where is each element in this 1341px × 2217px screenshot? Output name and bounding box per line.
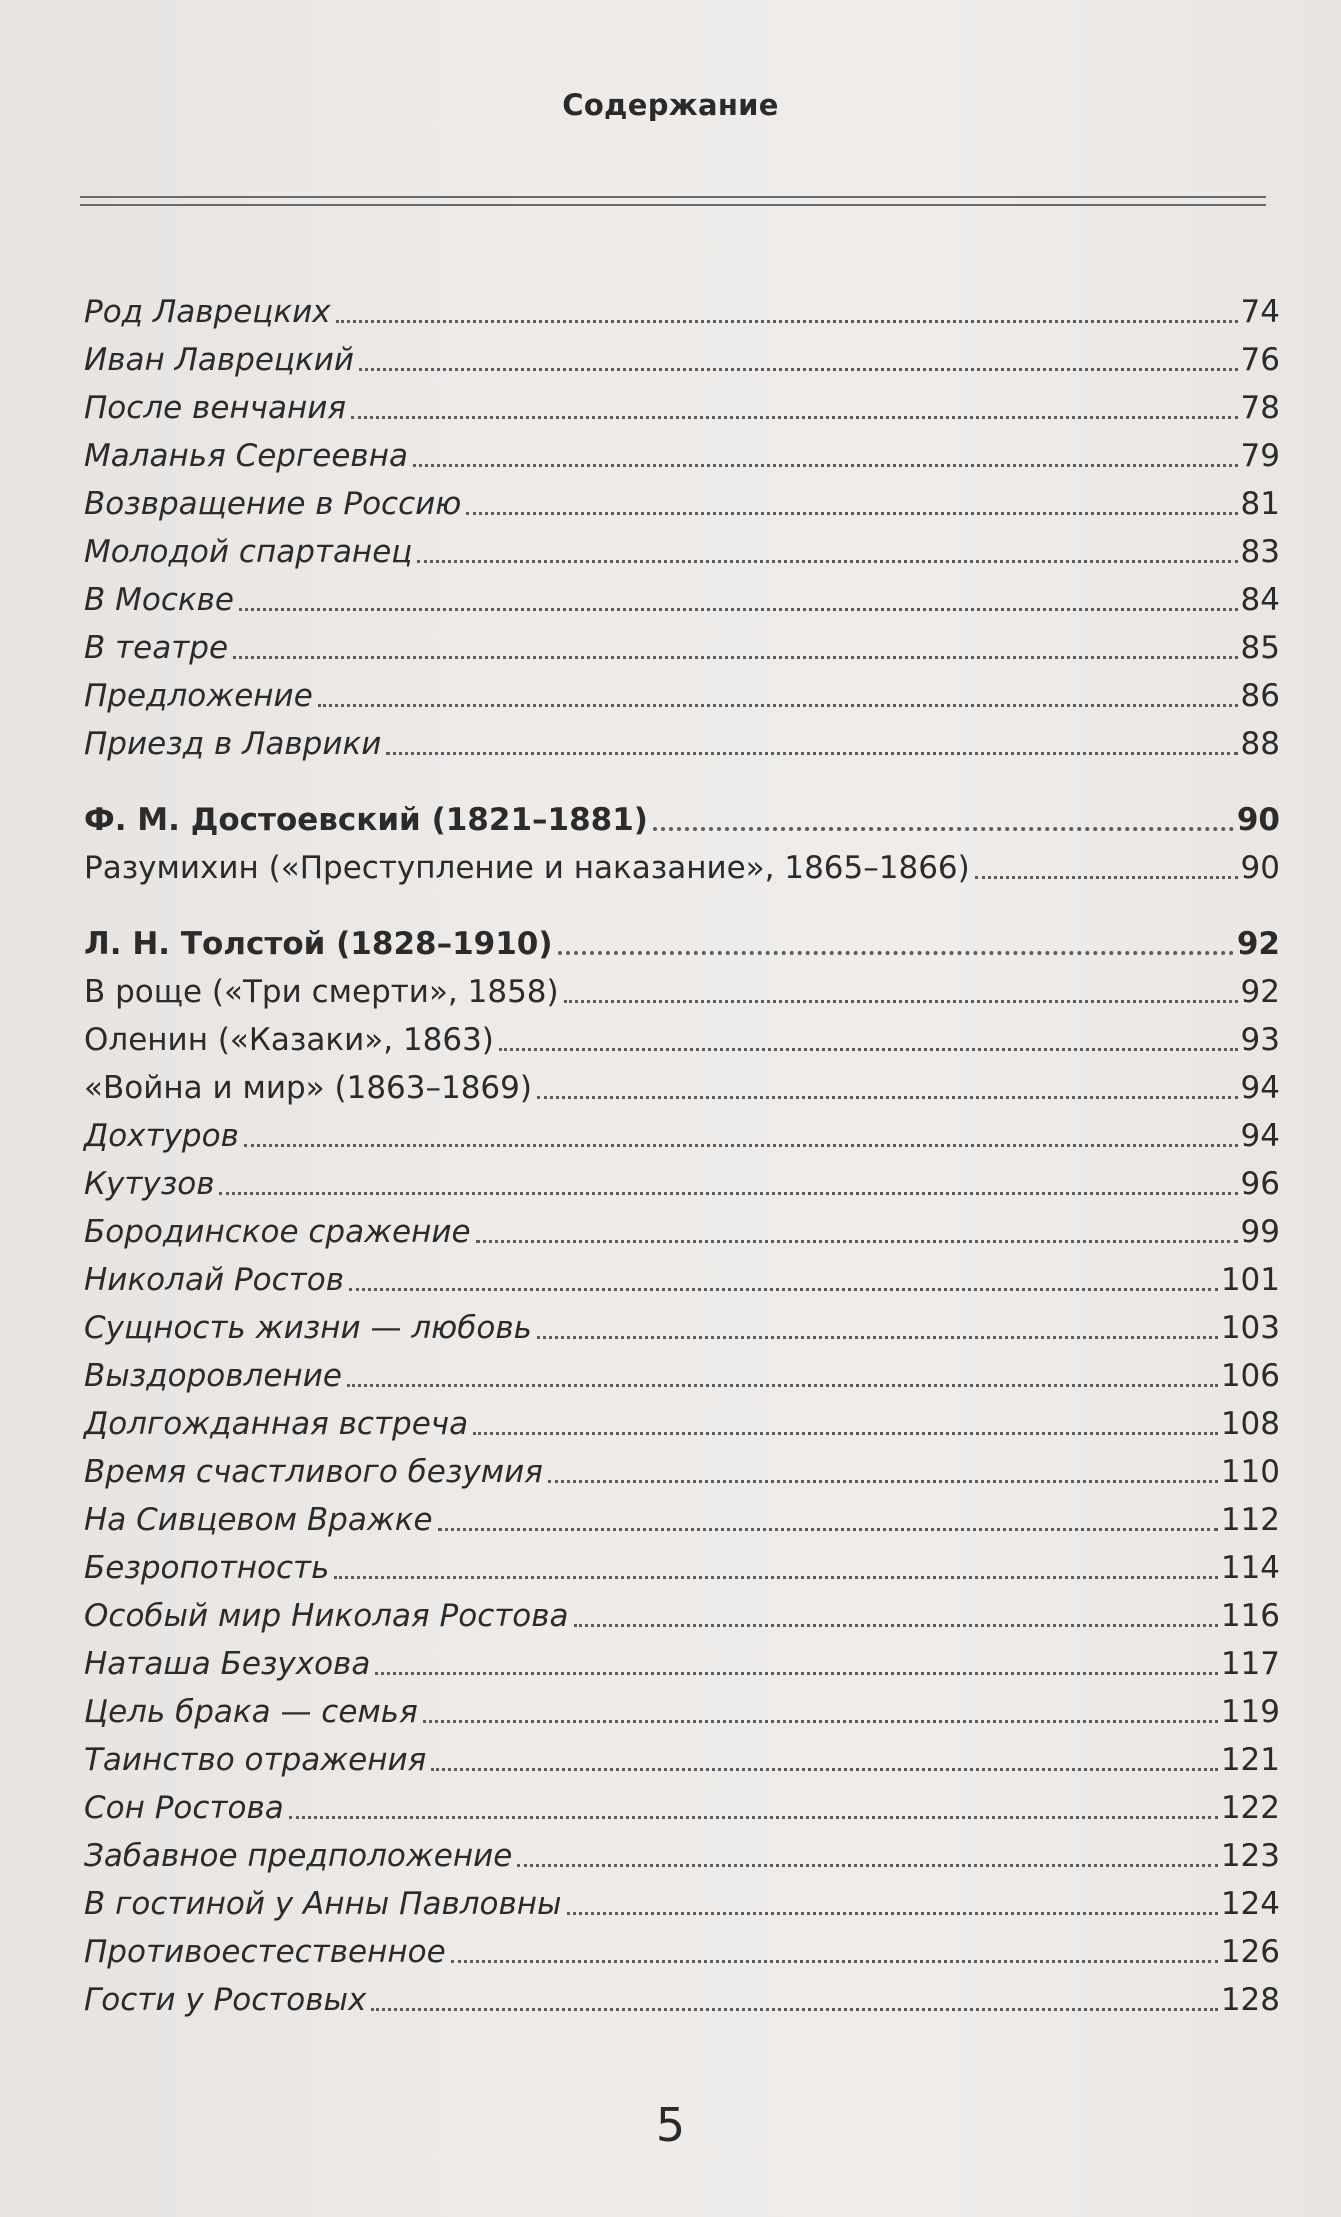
toc-entry-title: Забавное предположение [84,1838,513,1874]
toc-dot-leader [975,876,1238,879]
toc-entry [84,288,1280,336]
toc-dot-leader [537,1096,1238,1099]
toc-entry-title: В театре [84,630,229,666]
toc-entry-page: 96 [1240,1166,1280,1202]
toc-entry [84,1160,1280,1208]
toc-entry-page: 92 [1236,926,1280,962]
toc-dot-leader [244,1144,1238,1147]
toc-entry-title: После венчания [84,390,347,426]
toc-entry [84,1880,1280,1928]
toc-entry-title: Дохтуров [84,1118,239,1154]
toc-entry-title: В гостиной у Анны Павловны [84,1886,562,1922]
toc-entry-page: 119 [1220,1694,1280,1730]
toc-entry-title: Николай Ростов [84,1262,344,1298]
toc-entry [84,1208,1280,1256]
page-header-title: Содержание [562,88,779,122]
toc-entry-title: Оленин («Казаки», 1863) [84,1022,494,1058]
toc-entry-title: Л. Н. Толстой (1828–1910) [84,926,553,962]
toc-entry-page: 90 [1240,850,1280,886]
toc-entry-title: Маланья Сергеевна [84,438,408,474]
toc-entry-page: 88 [1240,726,1280,762]
toc-entry [84,1400,1280,1448]
toc-dot-leader [233,656,1237,659]
toc-entry [84,1112,1280,1160]
toc-dot-leader [334,1576,1217,1579]
toc-entry [84,336,1280,384]
toc-entry [84,480,1280,528]
toc-dot-leader [451,1960,1218,1963]
toc-entry-page: 81 [1240,486,1280,522]
toc-entry-page: 84 [1240,582,1280,618]
toc-dot-leader [219,1192,1237,1195]
toc-entry [84,720,1280,768]
toc-dot-leader [289,1816,1218,1819]
toc-entry [84,1832,1280,1880]
toc-dot-leader [567,1912,1218,1915]
toc-entry [84,1640,1280,1688]
toc-entry-title: Бородинское сражение [84,1214,471,1250]
toc-entry-title: Род Лаврецких [84,294,331,330]
toc-entry [84,1256,1280,1304]
toc-dot-leader [517,1864,1217,1867]
toc-entry-title: На Сивцевом Вражке [84,1502,433,1538]
toc-entry-title: В роще («Три смерти», 1858) [84,974,559,1010]
toc-section-heading [84,920,1280,968]
toc-entry-title: Предложение [84,678,313,714]
toc-entry-page: 124 [1220,1886,1280,1922]
toc-entry-title: Кутузов [84,1166,215,1202]
toc-entry [84,1064,1280,1112]
toc-entry [84,968,1280,1016]
toc-entry-page: 114 [1220,1550,1280,1586]
toc-entry-page: 108 [1220,1406,1280,1442]
toc-entry-title: Разумихин («Преступление и наказание», 1865–1866) [84,850,970,886]
toc-dot-leader [558,951,1234,955]
toc-entry-page: 128 [1220,1982,1280,2018]
toc-entry [84,1592,1280,1640]
toc-entry-page: 76 [1240,342,1280,378]
toc-dot-leader [371,2008,1217,2011]
toc-entry-title: Безропотность [84,1550,330,1586]
toc-entry-title: Возвращение в Россию [84,486,462,522]
toc-entry-page: 116 [1220,1598,1280,1634]
toc-entry-page: 106 [1220,1358,1280,1394]
toc-dot-leader [537,1336,1218,1339]
toc-dot-leader [417,560,1237,563]
toc-entry-page: 93 [1240,1022,1280,1058]
toc-entry-page: 79 [1240,438,1280,474]
toc-entry [84,1016,1280,1064]
toc-entry-title: Долгожданная встреча [84,1406,469,1442]
toc-entry-page: 101 [1220,1262,1280,1298]
toc-dot-leader [375,1672,1218,1675]
header-rule-top [80,196,1266,198]
toc-entry-title: Цель брака — семья [84,1694,418,1730]
toc-entry-title: Таинство отражения [84,1742,427,1778]
toc-entry [84,1304,1280,1352]
toc-entry-page: 74 [1240,294,1280,330]
toc-entry-title: Противоестественное [84,1934,446,1970]
toc-dot-leader [351,416,1238,419]
toc-section-heading [84,796,1280,844]
table-of-contents [84,288,1280,2024]
toc-entry-page: 85 [1240,630,1280,666]
toc-entry-title: Приезд в Лаврики [84,726,382,762]
toc-entry [84,384,1280,432]
toc-dot-leader [413,464,1238,467]
toc-dot-leader [548,1480,1218,1483]
toc-entry-title: Ф. М. Достоевский (1821–1881) [84,802,648,838]
toc-entry-title: Время счастливого безумия [84,1454,543,1490]
toc-dot-leader [336,320,1238,323]
toc-entry [84,1688,1280,1736]
toc-entry-title: Сон Ростова [84,1790,284,1826]
toc-entry-title: Наташа Безухова [84,1646,371,1682]
toc-dot-leader [653,827,1234,831]
toc-dot-leader [499,1048,1238,1051]
toc-entry-page: 83 [1240,534,1280,570]
toc-entry [84,1448,1280,1496]
toc-entry-title: В Москве [84,582,234,618]
toc-entry-page: 121 [1220,1742,1280,1778]
toc-entry [84,1352,1280,1400]
header-rule-bottom [80,204,1266,206]
toc-entry-page: 94 [1240,1118,1280,1154]
toc-dot-leader [574,1624,1218,1627]
toc-entry [84,1784,1280,1832]
toc-dot-leader [318,704,1238,707]
page-number: 5 [655,2098,686,2152]
toc-entry [84,672,1280,720]
toc-entry [84,624,1280,672]
toc-entry [84,1736,1280,1784]
toc-entry-page: 117 [1220,1646,1280,1682]
toc-entry-page: 112 [1220,1502,1280,1538]
toc-entry [84,432,1280,480]
toc-entry [84,1976,1280,2024]
toc-dot-leader [564,1000,1238,1003]
toc-entry-page: 110 [1220,1454,1280,1490]
toc-entry-page: 86 [1240,678,1280,714]
toc-entry-title: Особый мир Николая Ростова [84,1598,569,1634]
toc-entry [84,528,1280,576]
toc-dot-leader [239,608,1238,611]
toc-dot-leader [438,1528,1218,1531]
toc-entry-title: Молодой спартанец [84,534,413,570]
toc-dot-leader [466,512,1237,515]
toc-dot-leader [349,1288,1218,1291]
toc-entry [84,844,1280,892]
toc-entry-page: 92 [1240,974,1280,1010]
toc-dot-leader [359,368,1238,371]
toc-dot-leader [347,1384,1218,1387]
toc-dot-leader [431,1768,1218,1771]
toc-entry-title: «Война и мир» (1863–1869) [84,1070,532,1106]
toc-entry-page: 94 [1240,1070,1280,1106]
toc-entry-page: 123 [1220,1838,1280,1874]
toc-entry-page: 103 [1220,1310,1280,1346]
toc-entry-page: 126 [1220,1934,1280,1970]
toc-entry-title: Выздоровление [84,1358,342,1394]
toc-entry-page: 90 [1236,802,1280,838]
toc-dot-leader [423,1720,1218,1723]
toc-entry [84,576,1280,624]
toc-entry [84,1544,1280,1592]
toc-entry-title: Иван Лаврецкий [84,342,355,378]
toc-entry-title: Сущность жизни — любовь [84,1310,532,1346]
toc-entry-page: 78 [1240,390,1280,426]
toc-dot-leader [476,1240,1238,1243]
toc-entry [84,1496,1280,1544]
toc-entry-title: Гости у Ростовых [84,1982,367,2018]
toc-entry-page: 99 [1240,1214,1280,1250]
toc-entry [84,1928,1280,1976]
toc-entry-page: 122 [1220,1790,1280,1826]
toc-dot-leader [473,1432,1218,1435]
toc-dot-leader [386,752,1237,755]
